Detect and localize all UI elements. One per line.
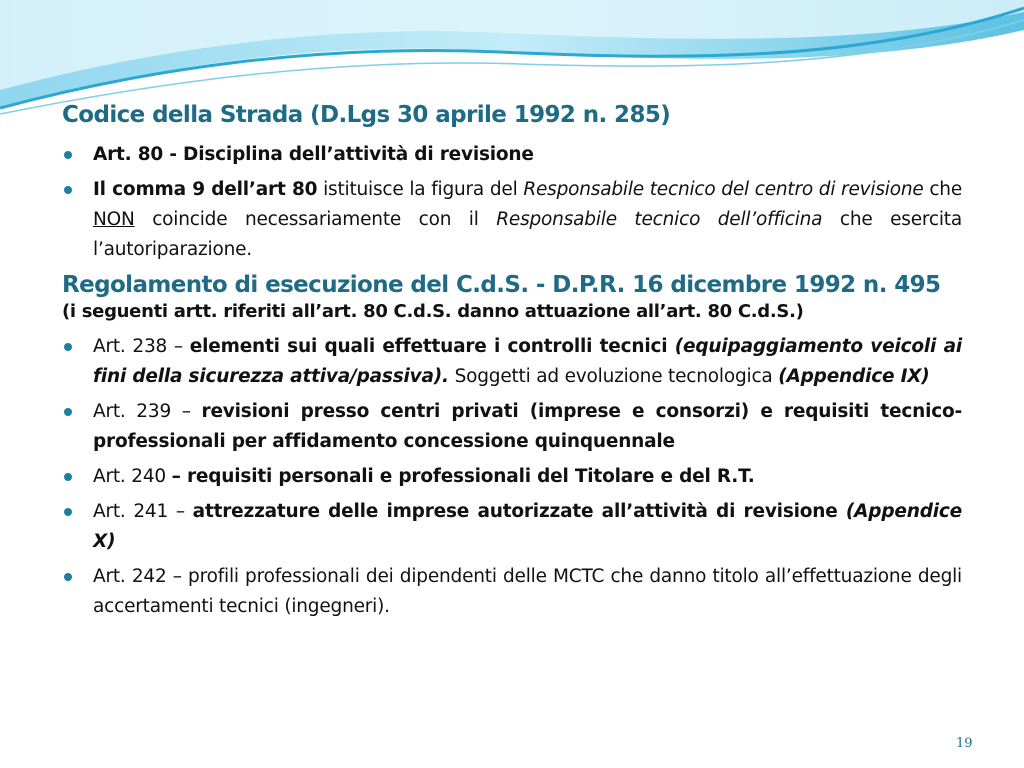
list-item: Art. 241 – attrezzature delle imprese autorizzate all’attività di revisione (Appendice X) xyxy=(62,497,962,557)
list-item: Il comma 9 dell’art 80 istituisce la figura del Responsabile tecnico del centro di revisione che NON coincide necessariamente con il Responsabile tecnico dell’officina che esercita l’autoriparazione. xyxy=(62,175,962,265)
list-item: Art. 80 - Disciplina dell’attività di revisione xyxy=(62,140,962,170)
slide-content xyxy=(62,100,962,627)
subheading-regolamento: (i seguenti artt. riferiti all’art. 80 C.d.S. danno attuazione all’art. 80 C.d.S.) xyxy=(62,301,804,322)
bullet-list-regolamento xyxy=(62,332,962,622)
list-item: Art. 238 – elementi sui quali effettuare i controlli tecnici (equipaggiamento veicoli ai fini della sicurezza attiva/passiva). Soggetti ad evoluzione tecnologica (Appendice IX) xyxy=(62,332,962,392)
bullet-list-codice xyxy=(62,140,962,265)
list-item: Art. 242 – profili professionali dei dipendenti delle MCTC che danno titolo all’effettuazione degli accertamenti tecnici (ingegneri). xyxy=(62,562,962,622)
heading-regolamento: Regolamento di esecuzione del C.d.S. - D.P.R. 16 dicembre 1992 n. 495 xyxy=(62,272,941,298)
list-item: Art. 239 – revisioni presso centri privati (imprese e consorzi) e requisiti tecnico-professionali per affidamento concessione quinquennale xyxy=(62,397,962,457)
heading-codice-strada: Codice della Strada (D.Lgs 30 aprile 1992 n. 285) xyxy=(62,102,671,128)
page-number: 19 xyxy=(956,736,973,751)
list-item: Art. 240 – requisiti personali e professionali del Titolare e del R.T. xyxy=(62,462,962,492)
